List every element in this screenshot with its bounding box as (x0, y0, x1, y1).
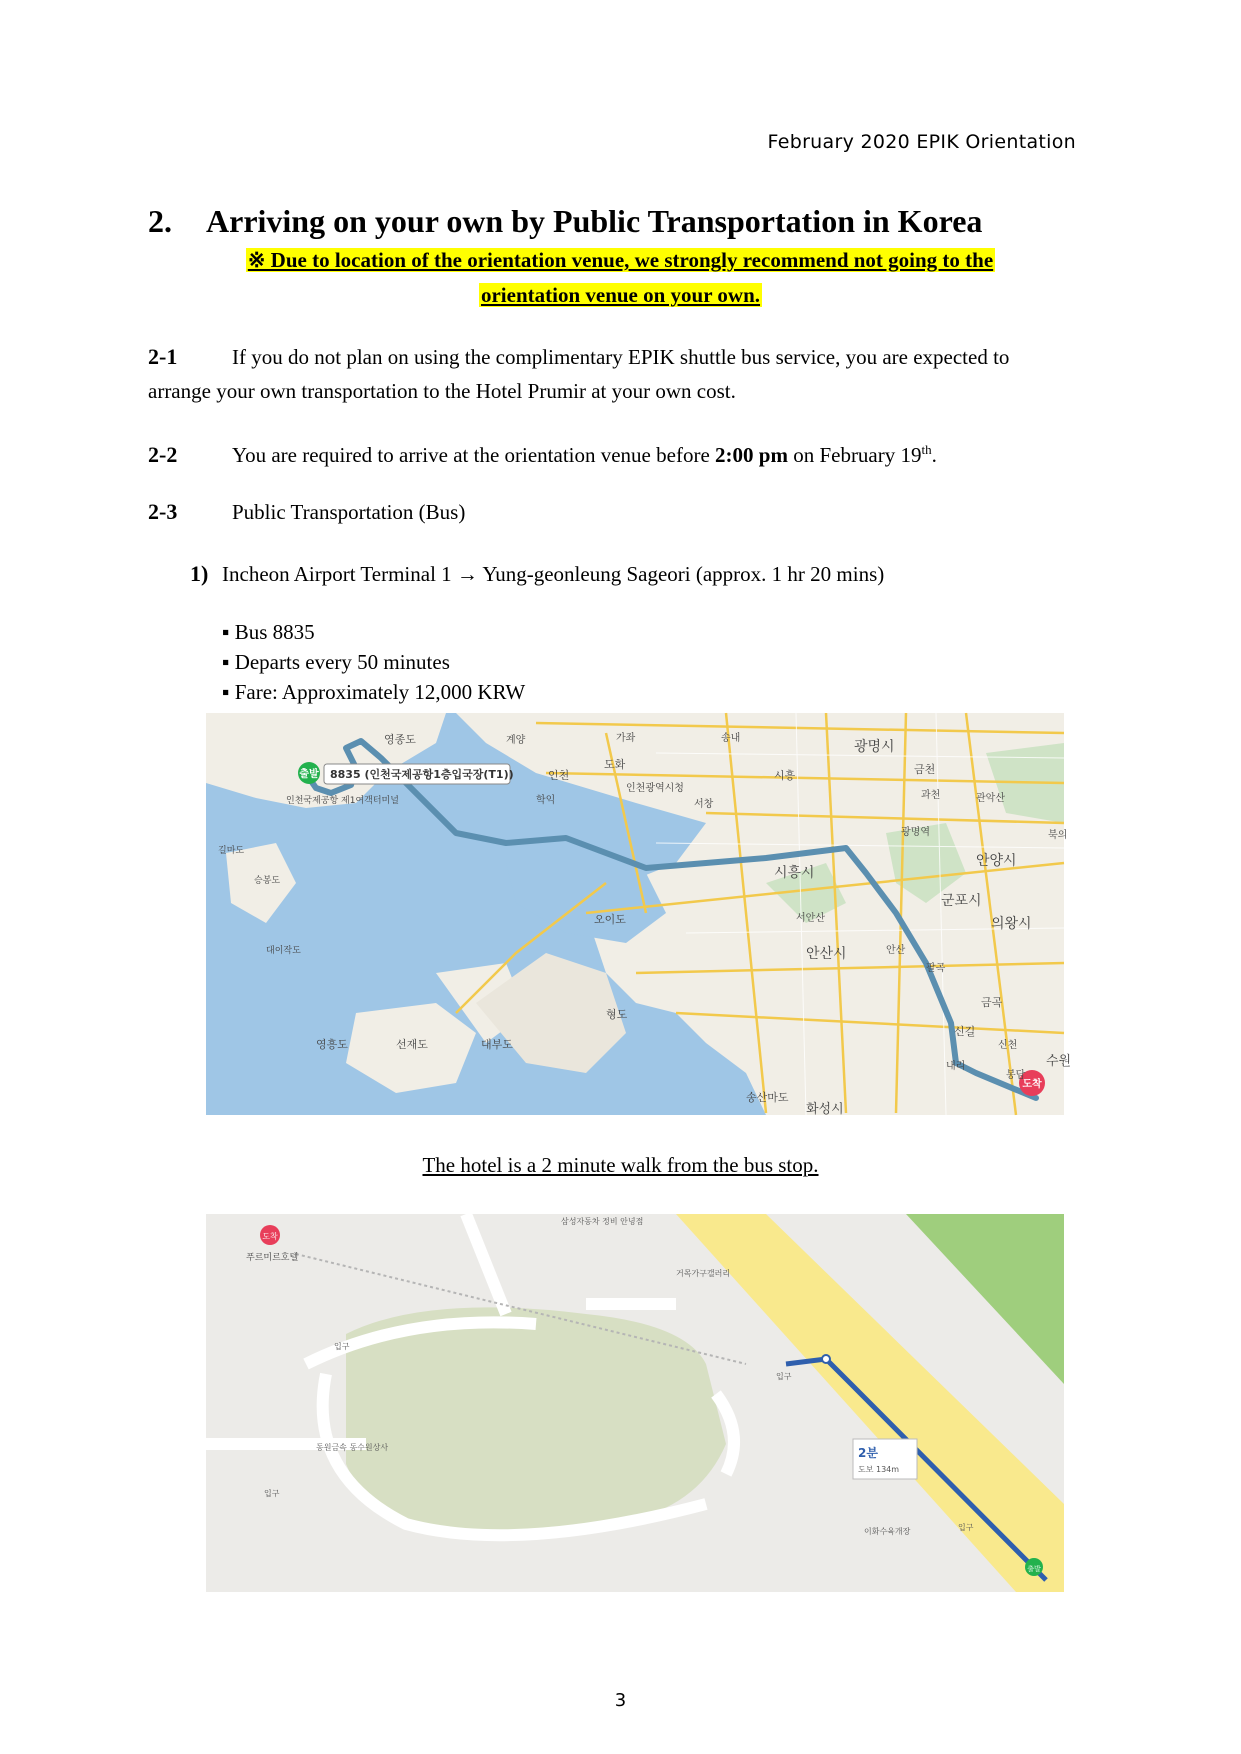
place-label: 의왕시 (991, 916, 1032, 932)
place-label: 형도 (606, 1008, 628, 1021)
section-2-2 (148, 433, 937, 472)
place-label: 봉담 (1006, 1070, 1026, 1081)
place-label: 길마도 (218, 846, 245, 856)
text-2-2-pre: You are required to arrive at the orientation venue before (232, 443, 716, 467)
label-2-2: 2-2 (148, 442, 178, 467)
place-label: 선재도 (396, 1038, 428, 1051)
place-label: 대이작도 (266, 946, 301, 956)
text-2-2-sup: th (921, 442, 932, 457)
warning-text-1: ※ Due to location of the orientation venue, we strongly recommend not going to the (247, 248, 994, 272)
place-label: 서창 (694, 799, 714, 810)
bus-label-text: 8835 (인천국제공항1층입국장(T1)) (330, 768, 514, 781)
place-label: 입구 (264, 1489, 280, 1498)
label-2-1: 2-1 (148, 344, 178, 369)
place-label: 금곡 (981, 996, 1003, 1009)
place-label: 인천국제공항 제1여객터미널 (286, 796, 399, 806)
origin-marker (298, 762, 320, 784)
place-label: 삼성자동차 정비 안녕점 (561, 1217, 644, 1226)
text-2-2-post: . (931, 443, 937, 467)
place-label: 관악산 (976, 793, 1005, 804)
section-title (148, 203, 982, 240)
section-2-1 (148, 340, 1098, 408)
bullet-fare: ▪ Fare: Approximately 12,000 KRW (222, 680, 526, 704)
route-waypoint (822, 1355, 830, 1363)
place-label: 오이도 (594, 913, 626, 926)
walk-distance: 도보 134m (858, 1465, 900, 1474)
hotel-pin-text: 도착 (262, 1232, 278, 1241)
place-label: 과천 (921, 790, 941, 801)
place-label: 안양시 (976, 853, 1017, 869)
place-label: 인천광역시청 (626, 783, 684, 794)
label-2-3: 2-3 (148, 499, 178, 524)
place-label: 화성시 (806, 1102, 844, 1117)
place-label: 군포시 (941, 893, 982, 909)
place-label: 시흥시 (774, 865, 815, 881)
place-label: 내리 (946, 1061, 966, 1072)
page-number: 3 (614, 1690, 627, 1711)
section-number: 2. (148, 203, 172, 239)
route-line (190, 557, 884, 591)
place-label: 금천 (914, 763, 936, 776)
arrival-time: 2:00 pm (715, 443, 788, 467)
place-label: 입구 (776, 1372, 792, 1381)
hotel-label: 푸르미르호텔 (246, 1253, 299, 1263)
section-title-text: Arriving on your own by Public Transportation in Korea (206, 203, 983, 239)
bullet-frequency: ▪ Departs every 50 minutes (222, 650, 450, 674)
place-label: 계양 (506, 735, 526, 746)
page-header: February 2020 EPIK Orientation (767, 131, 1076, 153)
place-label: 입구 (958, 1523, 974, 1532)
route-text: Incheon Airport Terminal 1 → Yung-geonleung Sageori (approx. 1 hr 20 mins) (222, 562, 885, 586)
place-label: 광명역 (901, 827, 930, 838)
bus-route-map (206, 713, 1072, 1117)
place-label: 북의 (1048, 830, 1068, 841)
text-2-3: Public Transportation (Bus) (232, 500, 466, 524)
place-label: 가좌 (616, 733, 636, 744)
map-caption: The hotel is a 2 minute walk from the bus stop. (422, 1153, 819, 1177)
place-label: 학익 (536, 795, 556, 806)
place-label: 안산 (886, 945, 906, 956)
place-label: 승봉도 (254, 876, 281, 886)
place-label: 신천 (998, 1040, 1018, 1051)
warning-text-2: orientation venue on your own. (480, 283, 761, 307)
place-label: 팔곡 (926, 963, 946, 974)
place-label: 서안산 (796, 913, 825, 924)
warning-line-2 (0, 278, 1241, 312)
destination-badge-text: 도착 (1022, 1079, 1042, 1090)
text-2-2-mid: on February 19 (787, 443, 922, 467)
place-label: 신길 (954, 1025, 976, 1038)
text-2-1-line2: arrange your own transportation to the Hotel Prumir at your own cost. (148, 379, 736, 403)
warning-line-1 (0, 243, 1241, 277)
place-label: 안산시 (806, 946, 847, 962)
place-label: 대부도 (481, 1038, 513, 1051)
walk-time: 2분 (858, 1446, 878, 1460)
place-label: 거목가구갤러리 (676, 1269, 731, 1278)
place-label: 시흥 (774, 769, 796, 782)
bus-stop-pin-text: 출발 (1027, 1565, 1041, 1573)
place-label: 영종도 (384, 733, 416, 746)
walking-map (206, 1214, 1064, 1592)
bullet-bus: ▪ Bus 8835 (222, 620, 315, 644)
place-label: 광명시 (854, 739, 895, 755)
place-label: 영흥도 (316, 1038, 348, 1051)
place-label: 입구 (334, 1342, 350, 1351)
route-number: 1) (190, 561, 209, 586)
place-label: 인천 (548, 769, 570, 782)
place-label: 도화 (604, 758, 626, 771)
place-label: 송산마도 (746, 1091, 789, 1104)
field-area (346, 1307, 726, 1534)
place-label: 이화수육개장 (864, 1527, 911, 1536)
place-label: 송내 (721, 733, 741, 744)
place-label: 동원금속 동수원상사 (316, 1443, 389, 1452)
origin-badge-text: 출발 (299, 769, 319, 780)
text-2-1-line1: If you do not plan on using the complimentary EPIK shuttle bus service, you are expected to (232, 345, 1010, 369)
section-2-3 (148, 495, 465, 529)
place-label: 수원 (1046, 1054, 1072, 1069)
